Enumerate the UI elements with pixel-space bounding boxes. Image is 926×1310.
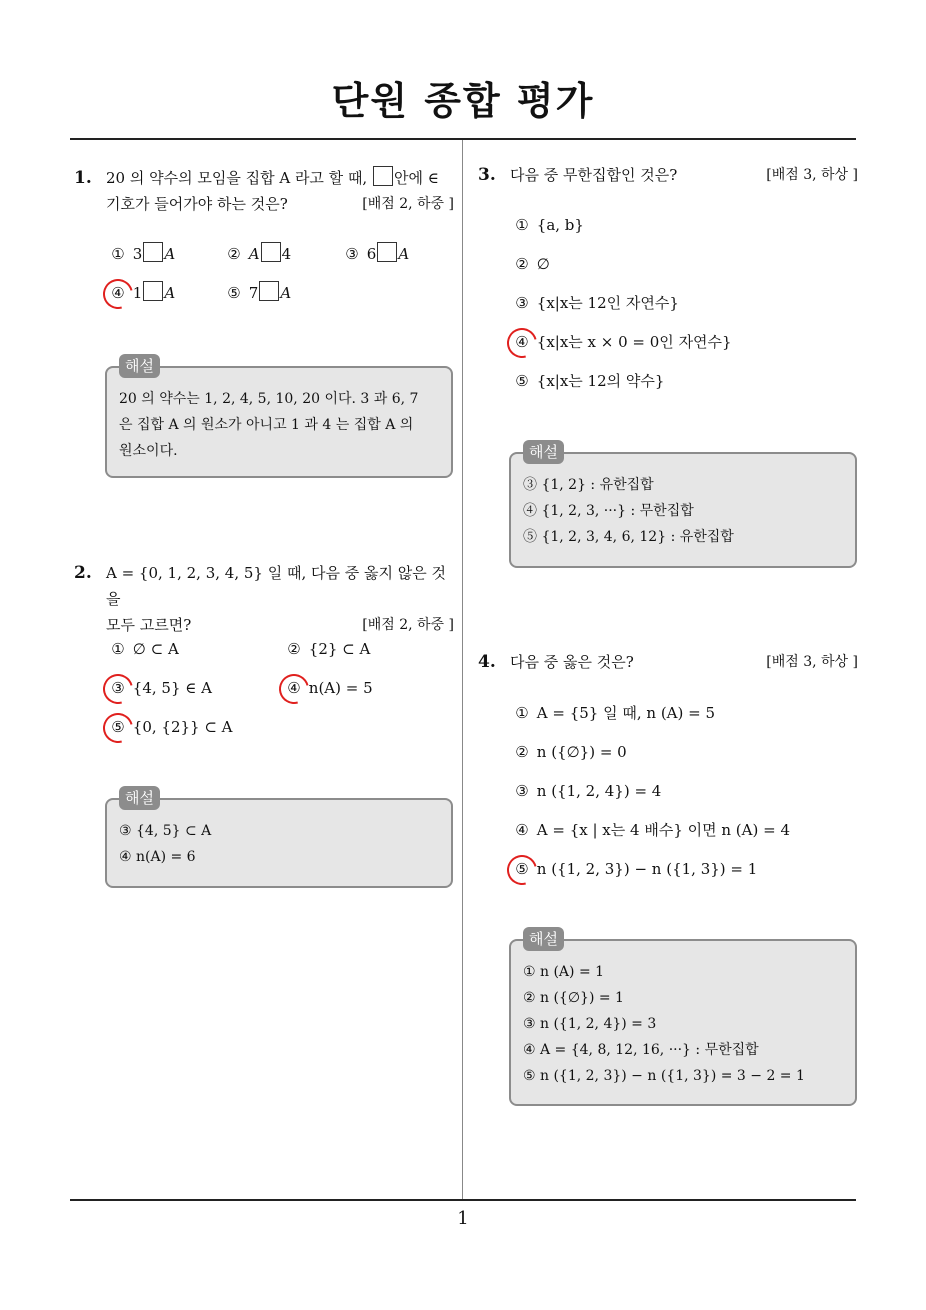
- option-1[interactable]: [512, 701, 715, 725]
- question-number: 1.: [74, 168, 92, 188]
- option-4[interactable]: [512, 330, 732, 354]
- explanation-line: ② n ({∅}) = 1: [523, 990, 624, 1006]
- option-text: {x|x는 12인 자연수}: [536, 294, 679, 312]
- blank-box: [259, 281, 279, 301]
- option-text: {4, 5} ∈ A: [132, 679, 212, 697]
- blank-box: [261, 242, 281, 262]
- page-number: 1: [457, 1208, 469, 1229]
- option-mark: ③: [345, 245, 359, 263]
- question-text-part: 안에 ∈: [394, 169, 439, 187]
- explanation-line: ③ {1, 2} : 유한집합: [523, 477, 654, 493]
- bottom-rule: [70, 1199, 856, 1201]
- option-5[interactable]: [512, 369, 664, 393]
- option-3[interactable]: [512, 291, 679, 315]
- score-meta: [배점 3, 하상 ]: [766, 167, 858, 183]
- option-text: n ({1, 2, 4}) = 4: [536, 782, 662, 800]
- explanation-label: 해설: [119, 354, 160, 378]
- option-text: {x|x는 12의 약수}: [536, 372, 665, 390]
- option-text: n(A) = 5: [308, 679, 373, 697]
- column-divider: [462, 140, 463, 1200]
- option-text: A: [398, 245, 410, 263]
- option-mark: ①: [111, 245, 125, 263]
- blank-box: [377, 242, 397, 262]
- option-text: A: [280, 284, 292, 302]
- question-text-part: 모두 고르면?: [106, 616, 192, 634]
- option-text: n ({∅}) = 0: [536, 743, 627, 761]
- option-text: A: [164, 284, 176, 302]
- page-title: 단원 종합 평가: [331, 79, 595, 123]
- explanation-line: 20 의 약수는 1, 2, 4, 5, 10, 20 이다. 3 과 6, 7: [119, 391, 419, 407]
- explanation-box: [105, 789, 453, 888]
- question-text-part: 20 의 약수의 모임을 집합 A 라고 할 때,: [106, 169, 368, 187]
- option-mark: ⑤: [227, 284, 241, 302]
- option-mark-circled: ⑤: [512, 857, 532, 881]
- option-1[interactable]: [108, 637, 179, 661]
- explanation-line: ⑤ {1, 2, 3, 4, 6, 12} : 유한집합: [523, 529, 734, 545]
- score-meta: [배점 2, 하중 ]: [362, 617, 454, 633]
- option-4[interactable]: [512, 818, 790, 842]
- explanation-box: [105, 357, 453, 478]
- option-text: A = {5} 일 때, n (A) = 5: [536, 704, 716, 722]
- explanation-box: [509, 443, 857, 568]
- option-mark: ②: [515, 743, 529, 761]
- score-meta: [배점 2, 하중 ]: [362, 196, 454, 212]
- option-text: 4: [281, 245, 292, 263]
- option-mark-circled: ③: [108, 676, 128, 700]
- option-1[interactable]: [108, 242, 175, 266]
- explanation-line: ⑤ n ({1, 2, 3}) − n ({1, 3}) = 3 − 2 = 1: [523, 1068, 805, 1084]
- question-2: [74, 560, 454, 634]
- blank-box: [143, 281, 163, 301]
- option-mark-circled: ④: [108, 281, 128, 305]
- explanation-line: ① n (A) = 1: [523, 964, 605, 980]
- option-3[interactable]: [342, 242, 409, 266]
- option-mark-circled: ⑤: [108, 715, 128, 739]
- option-4[interactable]: [284, 676, 373, 700]
- score-meta: [배점 3, 하상 ]: [766, 654, 858, 670]
- option-text: n ({1, 2, 3}) − n ({1, 3}) = 1: [536, 860, 758, 878]
- blank-box: [143, 242, 163, 262]
- question-text-part: A = {0, 1, 2, 3, 4, 5} 일 때, 다음 중 옳지 않은 것을: [106, 564, 447, 608]
- option-mark-circled: ④: [512, 330, 532, 354]
- option-mark: ③: [515, 294, 529, 312]
- option-3[interactable]: [512, 779, 661, 803]
- option-text: A: [164, 245, 176, 263]
- question-text: [510, 649, 858, 675]
- option-4[interactable]: [108, 281, 175, 305]
- question-number: 2.: [74, 563, 92, 583]
- question-text: [510, 162, 858, 188]
- option-text: 3: [132, 245, 143, 263]
- option-mark: ②: [287, 640, 301, 658]
- blank-box: [373, 166, 393, 186]
- option-mark: ①: [515, 216, 529, 234]
- question-text: [106, 165, 454, 217]
- explanation-box: [509, 930, 857, 1106]
- explanation-line: 은 집합 A 의 원소가 아니고 1 과 4 는 집합 A 의: [119, 417, 414, 433]
- option-text: 6: [366, 245, 377, 263]
- explanation-label: 해설: [119, 786, 160, 810]
- option-2[interactable]: [284, 637, 370, 661]
- option-mark: ①: [515, 704, 529, 722]
- question-text-part: 기호가 들어가야 하는 것은?: [106, 195, 288, 213]
- question-number: 4.: [478, 652, 496, 672]
- option-text: 1: [132, 284, 143, 302]
- explanation-line: ④ n(A) = 6: [119, 849, 196, 865]
- explanation-line: ④ {1, 2, 3, ···} : 무한집합: [523, 503, 694, 519]
- option-text: ∅ ⊂ A: [132, 640, 179, 658]
- explanation-label: 해설: [523, 440, 564, 464]
- option-mark: ⑤: [515, 372, 529, 390]
- option-3[interactable]: [108, 676, 212, 700]
- option-2[interactable]: [512, 252, 550, 276]
- option-mark-circled: ④: [284, 676, 304, 700]
- option-text: 7: [248, 284, 259, 302]
- option-5[interactable]: [108, 715, 233, 739]
- option-text: ∅: [536, 255, 550, 273]
- question-3: [478, 162, 858, 192]
- question-text-part: 다음 중 옳은 것은?: [510, 653, 634, 671]
- explanation-line: ③ {4, 5} ⊂ A: [119, 823, 212, 839]
- option-text: {2} ⊂ A: [308, 640, 371, 658]
- question-4: [478, 649, 858, 679]
- explanation-label: 해설: [523, 927, 564, 951]
- option-text: {x|x는 x × 0 = 0인 자연수}: [536, 333, 732, 351]
- option-text: A: [248, 245, 260, 263]
- option-mark: ②: [515, 255, 529, 273]
- option-text: {a, b}: [536, 216, 584, 234]
- option-1[interactable]: [512, 213, 584, 237]
- question-text-part: 다음 중 무한집합인 것은?: [510, 166, 678, 184]
- option-text: A = {x | x는 4 배수} 이면 n (A) = 4: [536, 821, 790, 839]
- option-2[interactable]: [224, 242, 291, 266]
- option-mark: ①: [111, 640, 125, 658]
- option-mark: ③: [515, 782, 529, 800]
- top-rule: [70, 138, 856, 140]
- option-2[interactable]: [512, 740, 627, 764]
- question-1: [74, 165, 454, 225]
- option-5[interactable]: [224, 281, 291, 305]
- explanation-line: ③ n ({1, 2, 4}) = 3: [523, 1016, 657, 1032]
- option-text: {0, {2}} ⊂ A: [132, 718, 233, 736]
- option-5[interactable]: [512, 857, 757, 881]
- option-mark: ②: [227, 245, 241, 263]
- explanation-line: ④ A = {4, 8, 12, 16, ···} : 무한집합: [523, 1042, 759, 1058]
- question-text: [106, 560, 454, 638]
- explanation-line: 원소이다.: [119, 443, 178, 459]
- question-number: 3.: [478, 165, 496, 185]
- option-mark: ④: [515, 821, 529, 839]
